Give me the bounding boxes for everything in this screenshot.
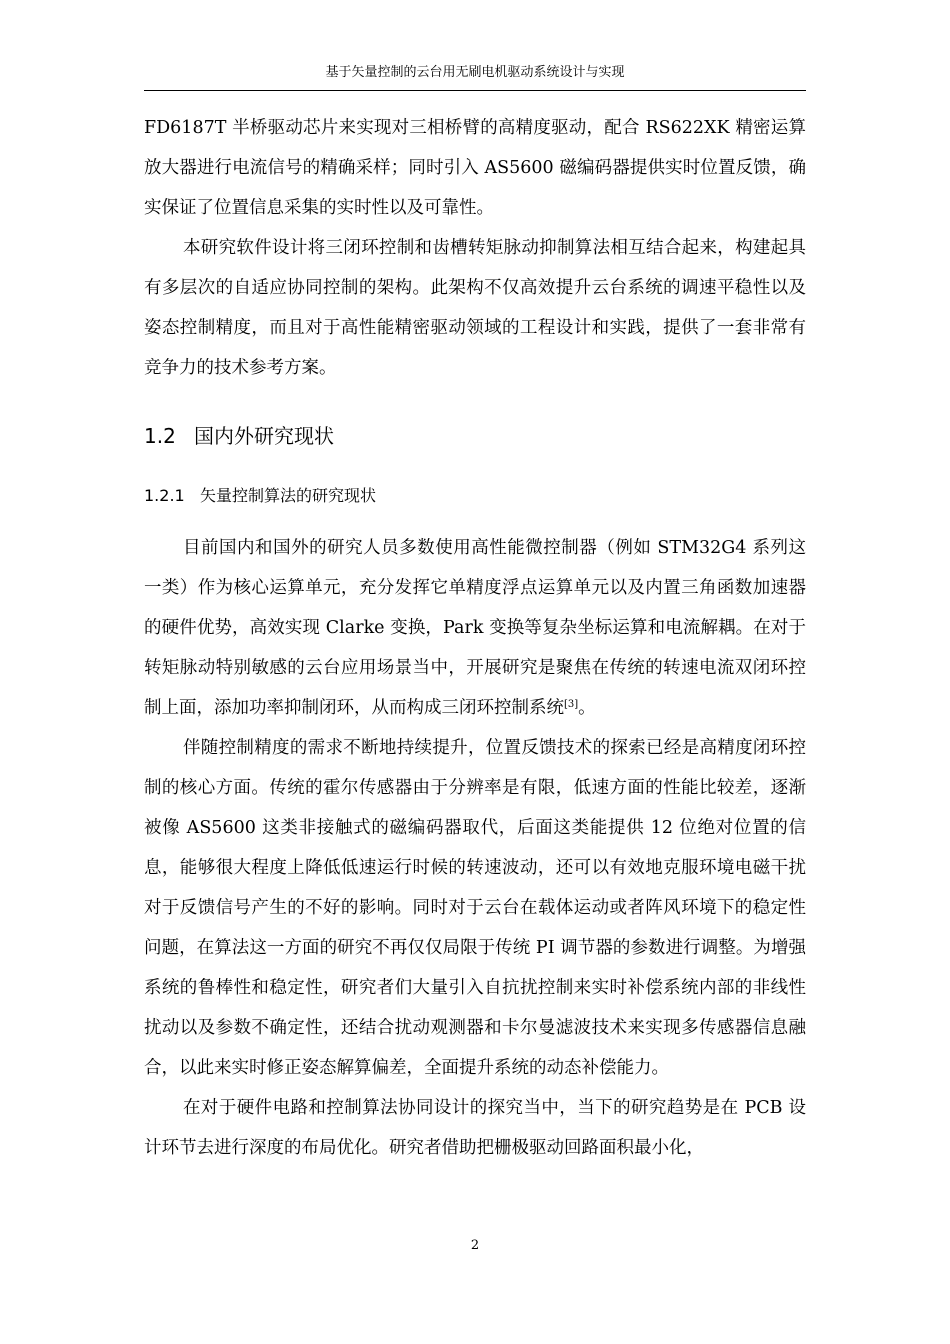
section-title: 国内外研究现状 — [194, 424, 334, 448]
subsection-title: 矢量控制算法的研究现状 — [200, 486, 377, 505]
page-body — [144, 108, 806, 1168]
paragraph-continued: FD6187T 半桥驱动芯片来实现对三相桥臂的高精度驱动，配合 RS622XK 精密运算放大器进行电流信号的精确采样；同时引入 AS5600 磁编码器提供实时位置反馈，确实保证了位置信息采集的实时性以及可靠性。 — [144, 118, 806, 218]
subsection-number: 1.2.1 — [144, 486, 185, 505]
header-title: 基于矢量控制的云台用无刷电机驱动系统设计与实现 — [325, 65, 625, 80]
paragraph-end-punct: 。 — [578, 698, 596, 718]
paragraph-hw-codesign: 在对于硬件电路和控制算法协同设计的探究当中，当下的研究趋势是在 PCB 设计环节去进行深度的布局优化。研究者借助把栅极驱动回路面积最小化， — [144, 1098, 806, 1158]
paragraph-position-feedback: 伴随控制精度的需求不断地持续提升，位置反馈技术的探索已经是高精度闭环控制的核心方面。传统的霍尔传感器由于分辨率是有限，低速方面的性能比较差，逐渐被像 AS5600 这类非接触式的磁编码器取代，后面这类能提供 12 位绝对位置的信息，能够很大程度上降低低速运行时候的转速波动，还可以有效地克服环境电磁干扰对于反馈信号产生的不好的影响。同时对于云台在载体运动或者阵风环境下的稳定性问题，在算法这一方面的研究不再仅仅局限于传统 PI 调节器的参数进行调整。为增强系统的鲁棒性和稳定性，研究者们大量引入自抗扰控制来实时补偿系统内部的非线性扰动以及参数不确定性，还结合扰动观测器和卡尔曼滤波技术来实现多传感器信息融合，以此来实时修正姿态解算偏差，全面提升系统的动态补偿能力。 — [144, 738, 806, 1078]
running-header — [144, 60, 806, 91]
section-heading-1-2 — [144, 416, 806, 456]
section-number: 1.2 — [144, 424, 176, 448]
subsection-heading-1-2-1 — [144, 476, 806, 516]
paragraph-software-design: 本研究软件设计将三闭环控制和齿槽转矩脉动抑制算法相互结合起来，构建起具有多层次的自适应协同控制的架构。此架构不仅高效提升云台系统的调速平稳性以及姿态控制精度，而且对于高性能精密驱动领域的工程设计和实践，提供了一套非常有竞争力的技术参考方案。 — [144, 238, 806, 378]
paragraph-mcu-research — [144, 528, 806, 728]
citation-ref: [3] — [564, 699, 579, 710]
page-number: 2 — [470, 1238, 480, 1253]
paragraph-text: 目前国内和国外的研究人员多数使用高性能微控制器（例如 STM32G4 系列这一类）作为核心运算单元，充分发挥它单精度浮点运算单元以及内置三角函数加速器的硬件优势，高效实现 Clarke 变换，Park 变换等复杂坐标运算和电流解耦。在对于转矩脉动特别敏感的云台应用场景当中，开展研究是聚焦在传统的转速电流双闭环控制上面，添加功率抑制闭环，从而构成三闭环控制系统 — [144, 538, 806, 718]
